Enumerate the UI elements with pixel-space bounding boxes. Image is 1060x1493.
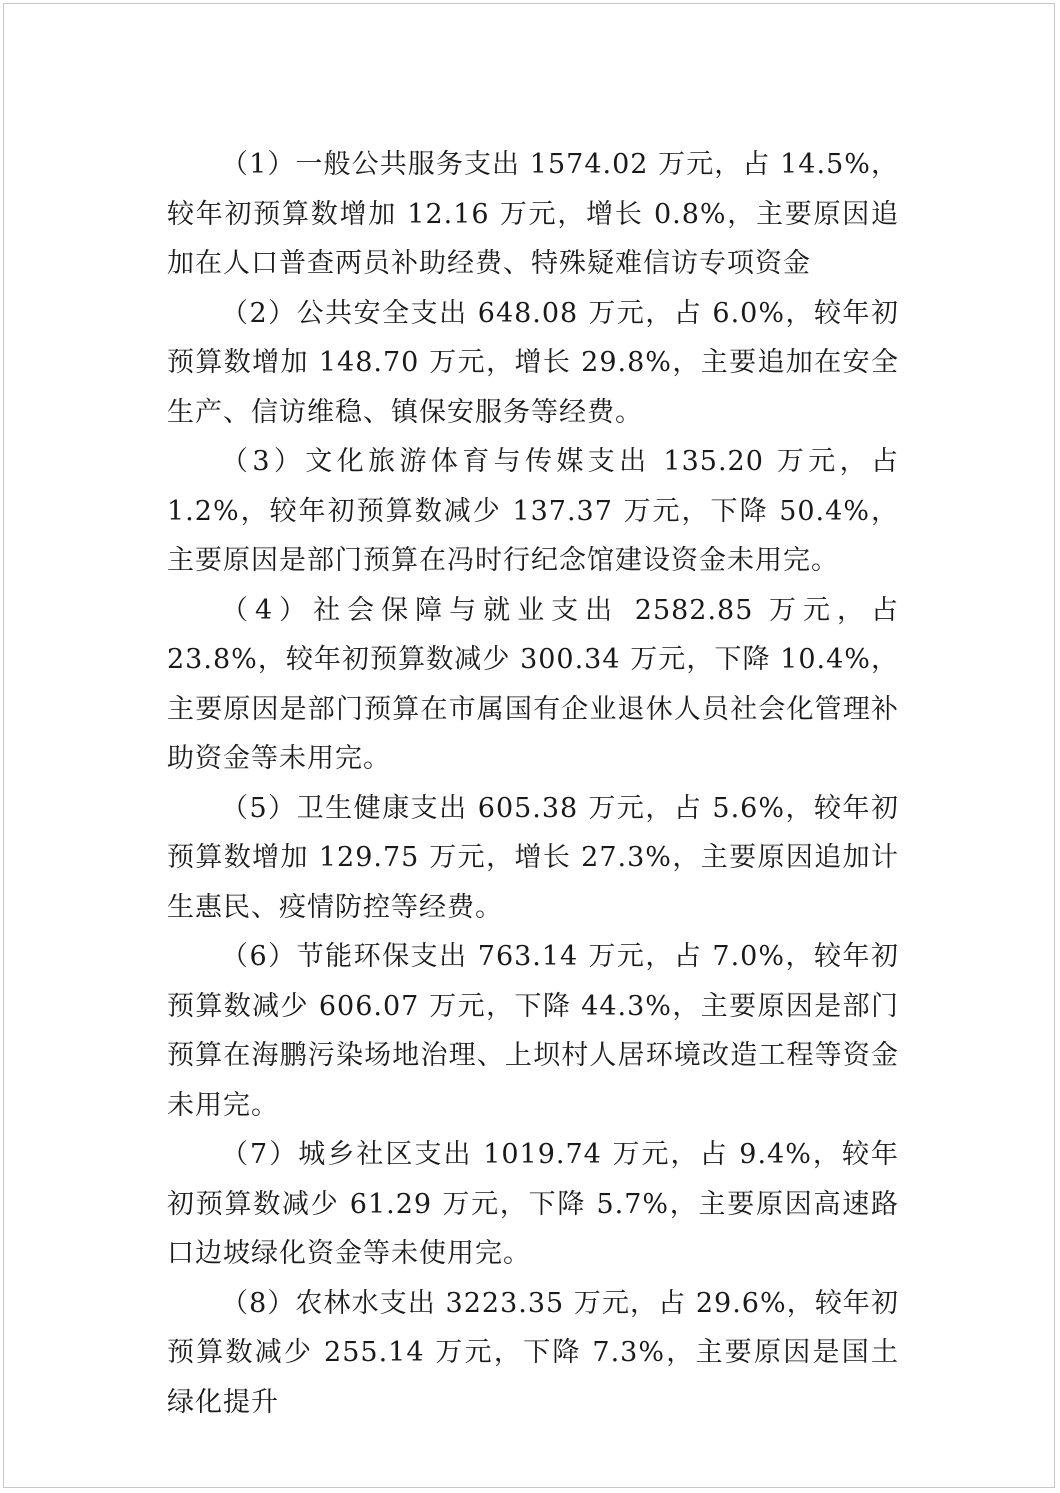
paragraph-general-public-services: （1）一般公共服务支出 1574.02 万元，占 14.5%，较年初预算数增加 12.16 万元，增长 0.8%，主要原因追加在人口普查两员补助经费、特殊疑难信访专项资金 bbox=[167, 149, 899, 279]
document-body bbox=[167, 140, 899, 1427]
paragraph-health: （5）卫生健康支出 605.38 万元，占 5.6%，较年初预算数增加 129.75 万元，增长 27.3%，主要原因追加计生惠民、疫情防控等经费。 bbox=[167, 792, 899, 923]
paragraph-social-security-employment: （4）社会保障与就业支出 2582.85 万元，占 23.8%，较年初预算数减少 300.34 万元，下降 10.4%，主要原因是部门预算在市属国有企业退休人员社会化管理补助资金等未用完。 bbox=[167, 594, 899, 774]
paragraph-agriculture-forestry-water: （8）农林水支出 3223.35 万元，占 29.6%，较年初预算数减少 255.14 万元，下降 7.3%，主要原因是国土绿化提升 bbox=[167, 1287, 899, 1418]
paragraph-public-safety: （2）公共安全支出 648.08 万元，占 6.0%，较年初预算数增加 148.70 万元，增长 29.8%，主要追加在安全生产、信访维稳、镇保安服务等经费。 bbox=[167, 297, 899, 428]
paragraph-urban-rural-community: （7）城乡社区支出 1019.74 万元，占 9.4%，较年初预算数减少 61.29 万元，下降 5.7%，主要原因高速路口边坡绿化资金等未使用完。 bbox=[167, 1139, 899, 1269]
paragraph-culture-tourism-sports-media: （3）文化旅游体育与传媒支出 135.20 万元，占 1.2%，较年初预算数减少 137.37 万元，下降 50.4%，主要原因是部门预算在冯时行纪念馆建设资金未用完。 bbox=[167, 446, 899, 576]
paragraph-energy-environment: （6）节能环保支出 763.14 万元，占 7.0%，较年初预算数减少 606.07 万元，下降 44.3%，主要原因是部门预算在海鹏污染场地治理、上坝村人居环境改造工程等资金未用完。 bbox=[167, 941, 899, 1121]
document-page bbox=[3, 3, 1055, 1488]
